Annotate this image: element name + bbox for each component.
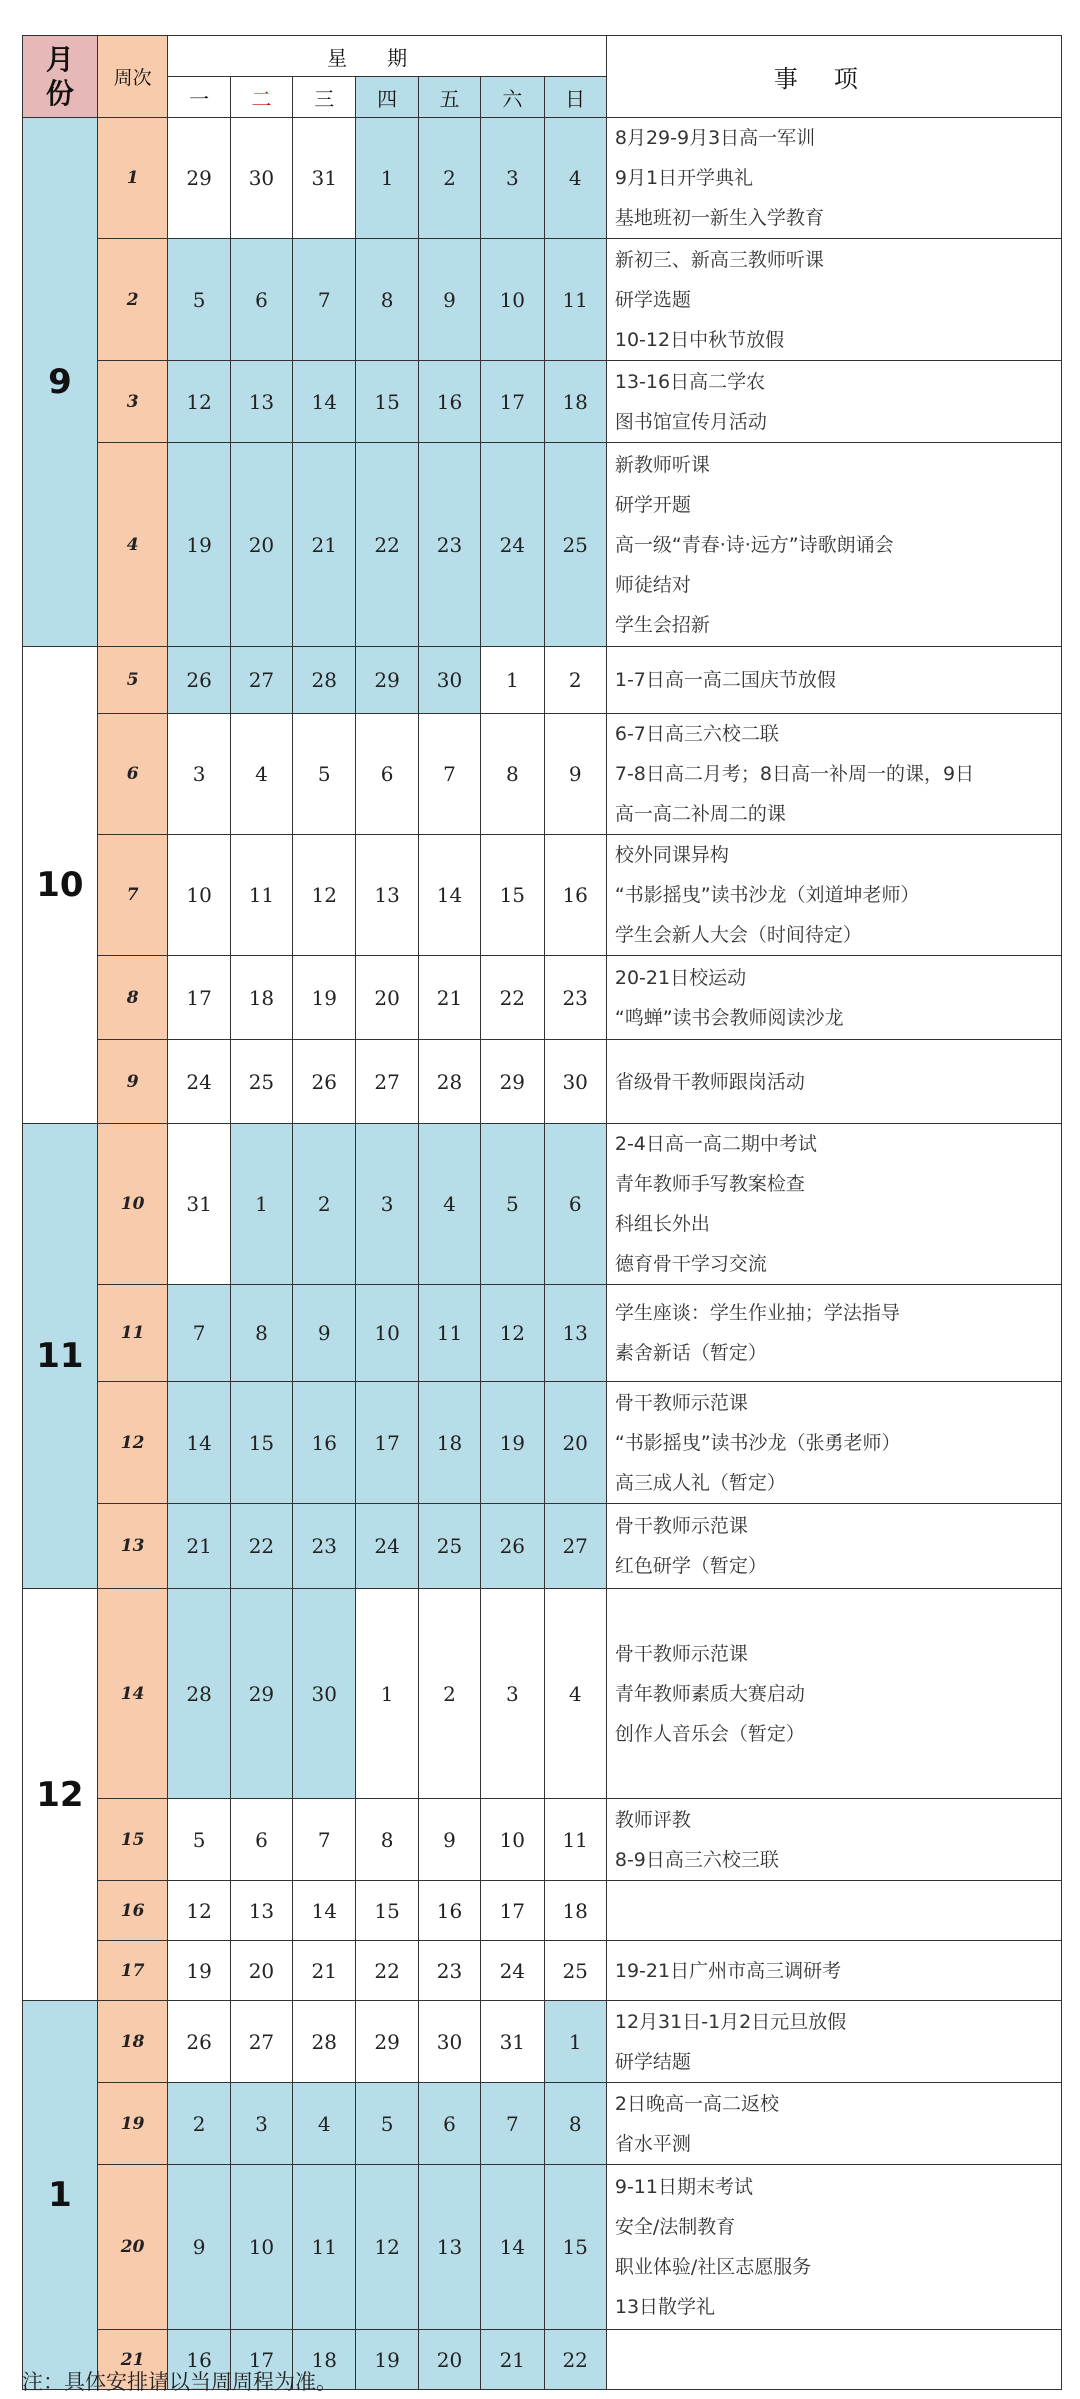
date-cell: 9 xyxy=(168,2165,230,2330)
weekday-fri: 五 xyxy=(418,77,480,118)
event-item: 2日晚高一高二返校 xyxy=(614,2092,779,2115)
events-cell xyxy=(606,239,1061,361)
events-cell xyxy=(606,361,1061,443)
date-cell: 11 xyxy=(230,835,292,956)
date-cell: 8 xyxy=(356,239,418,361)
date-cell: 28 xyxy=(293,647,356,714)
week-number: 5 xyxy=(97,647,168,714)
date-cell: 27 xyxy=(230,2001,292,2083)
month-cell: 1 xyxy=(23,2001,98,2390)
month-cell: 12 xyxy=(23,1589,98,2001)
event-item: “鸣蝉”读书会教师阅读沙龙 xyxy=(614,1006,844,1029)
date-cell: 19 xyxy=(356,2330,418,2390)
date-cell: 20 xyxy=(418,2330,480,2390)
week-row xyxy=(23,835,1062,956)
date-cell: 19 xyxy=(168,1941,230,2001)
weekday-mon: 一 xyxy=(168,77,230,118)
events-cell xyxy=(606,2001,1061,2083)
date-cell: 13 xyxy=(418,2165,480,2330)
event-item: 8-9日高三六校三联 xyxy=(614,1848,779,1871)
week-row xyxy=(23,118,1062,239)
weekday-title: 星期 xyxy=(168,36,606,77)
event-item: 学生会招新 xyxy=(614,613,710,636)
date-cell: 17 xyxy=(230,2330,292,2390)
week-number: 14 xyxy=(97,1589,168,1799)
event-item: 7-8日高二月考；8日高一补周一的课，9日 xyxy=(614,763,975,785)
week-row xyxy=(23,1799,1062,1881)
events-cell xyxy=(606,1382,1061,1504)
date-cell: 3 xyxy=(168,714,230,835)
date-cell: 6 xyxy=(544,1124,606,1285)
date-cell: 6 xyxy=(230,239,292,361)
date-cell: 27 xyxy=(544,1504,606,1589)
event-item: 德育骨干学习交流 xyxy=(614,1253,767,1275)
events-cell xyxy=(606,118,1061,239)
date-cell: 31 xyxy=(168,1124,230,1285)
date-cell: 18 xyxy=(230,956,292,1040)
event-item: “书影摇曳”读书沙龙（张勇老师） xyxy=(614,1431,901,1454)
week-row xyxy=(23,1941,1062,2001)
date-cell: 26 xyxy=(481,1504,544,1589)
event-item: 10-12日中秋节放假 xyxy=(614,328,785,351)
date-cell: 27 xyxy=(230,647,292,714)
date-cell: 1 xyxy=(481,647,544,714)
week-row xyxy=(23,2001,1062,2083)
date-cell: 16 xyxy=(418,1881,480,1941)
date-cell: 25 xyxy=(544,443,606,647)
date-cell: 31 xyxy=(481,2001,544,2083)
week-row xyxy=(23,1881,1062,1941)
event-item: 9月1日开学典礼 xyxy=(614,167,754,189)
date-cell: 5 xyxy=(356,2083,418,2165)
date-cell: 20 xyxy=(544,1382,606,1504)
date-cell: 9 xyxy=(293,1285,356,1382)
date-cell: 16 xyxy=(168,2330,230,2390)
event-item: 创作人音乐会（暂定） xyxy=(614,1722,805,1745)
event-item: 高三成人礼（暂定） xyxy=(614,1471,786,1494)
date-cell: 1 xyxy=(356,118,418,239)
date-cell: 12 xyxy=(168,361,230,443)
date-cell: 2 xyxy=(418,118,480,239)
date-cell: 12 xyxy=(481,1285,544,1382)
events-cell xyxy=(606,1881,1061,1941)
event-item: 2-4日高一高二期中考试 xyxy=(614,1133,817,1155)
date-cell: 20 xyxy=(230,1941,292,2001)
date-cell: 30 xyxy=(230,118,292,239)
date-cell: 21 xyxy=(293,443,356,647)
date-cell: 10 xyxy=(230,2165,292,2330)
event-item: 新初三、新高三教师听课 xyxy=(614,248,824,271)
date-cell: 18 xyxy=(418,1382,480,1504)
date-cell: 15 xyxy=(230,1382,292,1504)
date-cell: 29 xyxy=(481,1040,544,1124)
event-item: 8月29-9月3日高一军训 xyxy=(614,127,816,149)
date-cell: 13 xyxy=(230,1881,292,1941)
week-number: 17 xyxy=(97,1941,168,2001)
date-cell: 5 xyxy=(168,239,230,361)
event-item: 1-7日高一高二国庆节放假 xyxy=(614,669,836,691)
date-cell: 23 xyxy=(418,443,480,647)
week-number: 7 xyxy=(97,835,168,956)
date-cell: 3 xyxy=(481,118,544,239)
date-cell: 22 xyxy=(481,956,544,1040)
date-cell: 3 xyxy=(481,1589,544,1799)
date-cell: 30 xyxy=(418,647,480,714)
date-cell: 15 xyxy=(481,835,544,956)
week-number: 20 xyxy=(97,2165,168,2330)
date-cell: 9 xyxy=(418,239,480,361)
event-item: 学生座谈：学生作业抽；学法指导 xyxy=(614,1302,900,1324)
week-row xyxy=(23,2165,1062,2330)
date-cell: 8 xyxy=(481,714,544,835)
date-cell: 1 xyxy=(230,1124,292,1285)
event-item: 红色研学（暂定） xyxy=(614,1555,767,1577)
date-cell: 5 xyxy=(168,1799,230,1881)
week-number: 8 xyxy=(97,956,168,1040)
weekday-sat: 六 xyxy=(481,77,544,118)
event-item: 师徒结对 xyxy=(614,573,691,596)
date-cell: 11 xyxy=(544,239,606,361)
event-item: 高一级“青春·诗·远方”诗歌朗诵会 xyxy=(614,533,894,556)
date-cell: 25 xyxy=(544,1941,606,2001)
week-number: 12 xyxy=(97,1382,168,1504)
date-cell: 21 xyxy=(418,956,480,1040)
week-number: 11 xyxy=(97,1285,168,1382)
event-item: 19-21日广州市高三调研考 xyxy=(614,1959,842,1982)
date-cell: 13 xyxy=(356,835,418,956)
date-cell: 2 xyxy=(544,647,606,714)
date-cell: 13 xyxy=(230,361,292,443)
date-cell: 17 xyxy=(168,956,230,1040)
weekday-tue: 二 xyxy=(230,77,292,118)
weekday-wed: 三 xyxy=(293,77,356,118)
date-cell: 7 xyxy=(293,1799,356,1881)
date-cell: 26 xyxy=(168,647,230,714)
event-item: 科组长外出 xyxy=(614,1213,710,1235)
week-row xyxy=(23,1589,1062,1799)
week-number: 19 xyxy=(97,2083,168,2165)
week-row xyxy=(23,647,1062,714)
date-cell: 24 xyxy=(481,443,544,647)
date-cell: 11 xyxy=(418,1285,480,1382)
date-cell: 18 xyxy=(293,2330,356,2390)
event-item: 校外同课异构 xyxy=(614,844,729,866)
events-cell xyxy=(606,956,1061,1040)
date-cell: 23 xyxy=(293,1504,356,1589)
event-item: “书影摇曳”读书沙龙（刘道坤老师） xyxy=(614,884,920,906)
week-row xyxy=(23,1124,1062,1285)
date-cell: 7 xyxy=(293,239,356,361)
week-row xyxy=(23,1040,1062,1124)
date-cell: 8 xyxy=(544,2083,606,2165)
date-cell: 4 xyxy=(230,714,292,835)
date-cell: 16 xyxy=(418,361,480,443)
week-row xyxy=(23,1285,1062,1382)
date-cell: 16 xyxy=(293,1382,356,1504)
date-cell: 3 xyxy=(230,2083,292,2165)
date-cell: 28 xyxy=(168,1589,230,1799)
date-cell: 19 xyxy=(481,1382,544,1504)
month-cell: 10 xyxy=(23,647,98,1124)
date-cell: 4 xyxy=(544,118,606,239)
event-item: 13-16日高二学农 xyxy=(614,370,766,393)
event-item: 素舍新话（暂定） xyxy=(614,1342,767,1364)
event-item: 6-7日高三六校二联 xyxy=(614,723,779,745)
date-cell: 2 xyxy=(293,1124,356,1285)
events-cell xyxy=(606,714,1061,835)
date-cell: 19 xyxy=(168,443,230,647)
date-cell: 30 xyxy=(293,1589,356,1799)
date-cell: 15 xyxy=(356,1881,418,1941)
event-item: 新教师听课 xyxy=(614,453,710,476)
week-number: 18 xyxy=(97,2001,168,2083)
date-cell: 10 xyxy=(481,239,544,361)
date-cell: 27 xyxy=(356,1040,418,1124)
week-number: 15 xyxy=(97,1799,168,1881)
events-cell xyxy=(606,1285,1061,1382)
event-item: 职业体验/社区志愿服务 xyxy=(614,2256,812,2278)
event-item: 9-11日期末考试 xyxy=(614,2176,753,2198)
events-header: 事项 xyxy=(606,36,1061,118)
week-number: 2 xyxy=(97,239,168,361)
date-cell: 6 xyxy=(356,714,418,835)
date-cell: 2 xyxy=(418,1589,480,1799)
month-header-label: 月份 xyxy=(45,42,74,110)
date-cell: 24 xyxy=(356,1504,418,1589)
date-cell: 18 xyxy=(544,1881,606,1941)
date-cell: 28 xyxy=(293,2001,356,2083)
week-number: 3 xyxy=(97,361,168,443)
date-cell: 29 xyxy=(168,118,230,239)
footnote: 注：具体安排请以当周周程为准。 xyxy=(22,2370,337,2394)
date-cell: 22 xyxy=(230,1504,292,1589)
date-cell: 17 xyxy=(356,1382,418,1504)
week-number: 6 xyxy=(97,714,168,835)
event-item: 省级骨干教师跟岗活动 xyxy=(614,1070,805,1093)
date-cell: 12 xyxy=(356,2165,418,2330)
events-cell xyxy=(606,443,1061,647)
month-cell: 11 xyxy=(23,1124,98,1589)
date-cell: 7 xyxy=(481,2083,544,2165)
date-cell: 14 xyxy=(481,2165,544,2330)
week-row xyxy=(23,443,1062,647)
date-cell: 10 xyxy=(168,835,230,956)
week-row xyxy=(23,2083,1062,2165)
week-row xyxy=(23,956,1062,1040)
week-number: 4 xyxy=(97,443,168,647)
date-cell: 12 xyxy=(293,835,356,956)
date-cell: 20 xyxy=(230,443,292,647)
event-item: 高一高二补周二的课 xyxy=(614,803,786,825)
event-item: 基地班初一新生入学教育 xyxy=(614,207,824,229)
weekday-thu: 四 xyxy=(356,77,418,118)
event-item: 青年教师手写教案检查 xyxy=(614,1173,805,1195)
event-item: 骨干教师示范课 xyxy=(614,1391,748,1414)
week-number: 1 xyxy=(97,118,168,239)
event-item: 骨干教师示范课 xyxy=(614,1515,748,1537)
date-cell: 19 xyxy=(293,956,356,1040)
week-number: 10 xyxy=(97,1124,168,1285)
date-cell: 1 xyxy=(356,1589,418,1799)
date-cell: 25 xyxy=(418,1504,480,1589)
events-cell xyxy=(606,1941,1061,2001)
event-item: 骨干教师示范课 xyxy=(614,1642,748,1665)
event-item: 研学结题 xyxy=(614,2050,691,2073)
date-cell: 24 xyxy=(481,1941,544,2001)
date-cell: 8 xyxy=(230,1285,292,1382)
date-cell: 17 xyxy=(481,361,544,443)
date-cell: 15 xyxy=(544,2165,606,2330)
event-item: 省水平测 xyxy=(614,2132,691,2155)
date-cell: 21 xyxy=(293,1941,356,2001)
event-item: 12月31日-1月2日元旦放假 xyxy=(614,2010,847,2033)
events-cell xyxy=(606,1799,1061,1881)
date-cell: 8 xyxy=(356,1799,418,1881)
event-item: 教师评教 xyxy=(614,1808,691,1831)
date-cell: 17 xyxy=(481,1881,544,1941)
events-cell xyxy=(606,1040,1061,1124)
date-cell: 21 xyxy=(168,1504,230,1589)
month-header xyxy=(23,36,98,118)
date-cell: 11 xyxy=(544,1799,606,1881)
date-cell: 14 xyxy=(293,1881,356,1941)
events-cell xyxy=(606,2165,1061,2330)
events-cell xyxy=(606,647,1061,714)
date-cell: 25 xyxy=(230,1040,292,1124)
date-cell: 10 xyxy=(356,1285,418,1382)
date-cell: 29 xyxy=(356,2001,418,2083)
calendar-table xyxy=(22,35,1062,2390)
date-cell: 26 xyxy=(293,1040,356,1124)
date-cell: 31 xyxy=(293,118,356,239)
event-item: 研学选题 xyxy=(614,288,691,311)
date-cell: 22 xyxy=(356,443,418,647)
date-cell: 10 xyxy=(481,1799,544,1881)
date-cell: 14 xyxy=(168,1382,230,1504)
date-cell: 4 xyxy=(544,1589,606,1799)
date-cell: 6 xyxy=(230,1799,292,1881)
week-row xyxy=(23,714,1062,835)
date-cell: 1 xyxy=(544,2001,606,2083)
date-cell: 13 xyxy=(544,1285,606,1382)
date-cell: 24 xyxy=(168,1040,230,1124)
calendar-body xyxy=(23,118,1062,2390)
date-cell: 12 xyxy=(168,1881,230,1941)
date-cell: 29 xyxy=(356,647,418,714)
date-cell: 26 xyxy=(168,2001,230,2083)
date-cell: 30 xyxy=(418,2001,480,2083)
date-cell: 30 xyxy=(544,1040,606,1124)
date-cell: 14 xyxy=(293,361,356,443)
event-item: 研学开题 xyxy=(614,493,691,516)
week-row xyxy=(23,1382,1062,1504)
events-cell xyxy=(606,835,1061,956)
date-cell: 22 xyxy=(544,2330,606,2390)
date-cell: 20 xyxy=(356,956,418,1040)
date-cell: 3 xyxy=(356,1124,418,1285)
weekday-sun: 日 xyxy=(544,77,606,118)
date-cell: 23 xyxy=(544,956,606,1040)
date-cell: 5 xyxy=(481,1124,544,1285)
header-row-1 xyxy=(23,36,1062,77)
events-cell xyxy=(606,1124,1061,1285)
week-number: 13 xyxy=(97,1504,168,1589)
date-cell: 2 xyxy=(168,2083,230,2165)
week-row xyxy=(23,239,1062,361)
date-cell: 9 xyxy=(544,714,606,835)
date-cell: 7 xyxy=(168,1285,230,1382)
date-cell: 14 xyxy=(418,835,480,956)
date-cell: 16 xyxy=(544,835,606,956)
events-cell xyxy=(606,1504,1061,1589)
week-number: 21 xyxy=(97,2330,168,2390)
event-item: 学生会新人大会（时间待定） xyxy=(614,924,862,946)
school-calendar xyxy=(22,35,1062,2390)
date-cell: 21 xyxy=(481,2330,544,2390)
event-item: 13日散学礼 xyxy=(614,2296,716,2318)
date-cell: 18 xyxy=(544,361,606,443)
date-cell: 29 xyxy=(230,1589,292,1799)
week-row xyxy=(23,1504,1062,1589)
date-cell: 22 xyxy=(356,1941,418,2001)
month-cell: 9 xyxy=(23,118,98,647)
date-cell: 6 xyxy=(418,2083,480,2165)
date-cell: 5 xyxy=(293,714,356,835)
date-cell: 4 xyxy=(293,2083,356,2165)
events-cell xyxy=(606,2330,1061,2390)
date-cell: 4 xyxy=(418,1124,480,1285)
date-cell: 11 xyxy=(293,2165,356,2330)
week-header: 周次 xyxy=(97,36,168,118)
date-cell: 23 xyxy=(418,1941,480,2001)
week-number: 9 xyxy=(97,1040,168,1124)
event-item: 20-21日校运动 xyxy=(614,966,747,989)
date-cell: 7 xyxy=(418,714,480,835)
events-cell xyxy=(606,2083,1061,2165)
week-number: 16 xyxy=(97,1881,168,1941)
date-cell: 28 xyxy=(418,1040,480,1124)
event-item: 图书馆宣传月活动 xyxy=(614,410,767,433)
date-cell: 9 xyxy=(418,1799,480,1881)
event-item: 安全/法制教育 xyxy=(614,2216,736,2238)
event-item: 青年教师素质大赛启动 xyxy=(614,1682,805,1705)
events-cell xyxy=(606,1589,1061,1799)
date-cell: 15 xyxy=(356,361,418,443)
week-row xyxy=(23,361,1062,443)
